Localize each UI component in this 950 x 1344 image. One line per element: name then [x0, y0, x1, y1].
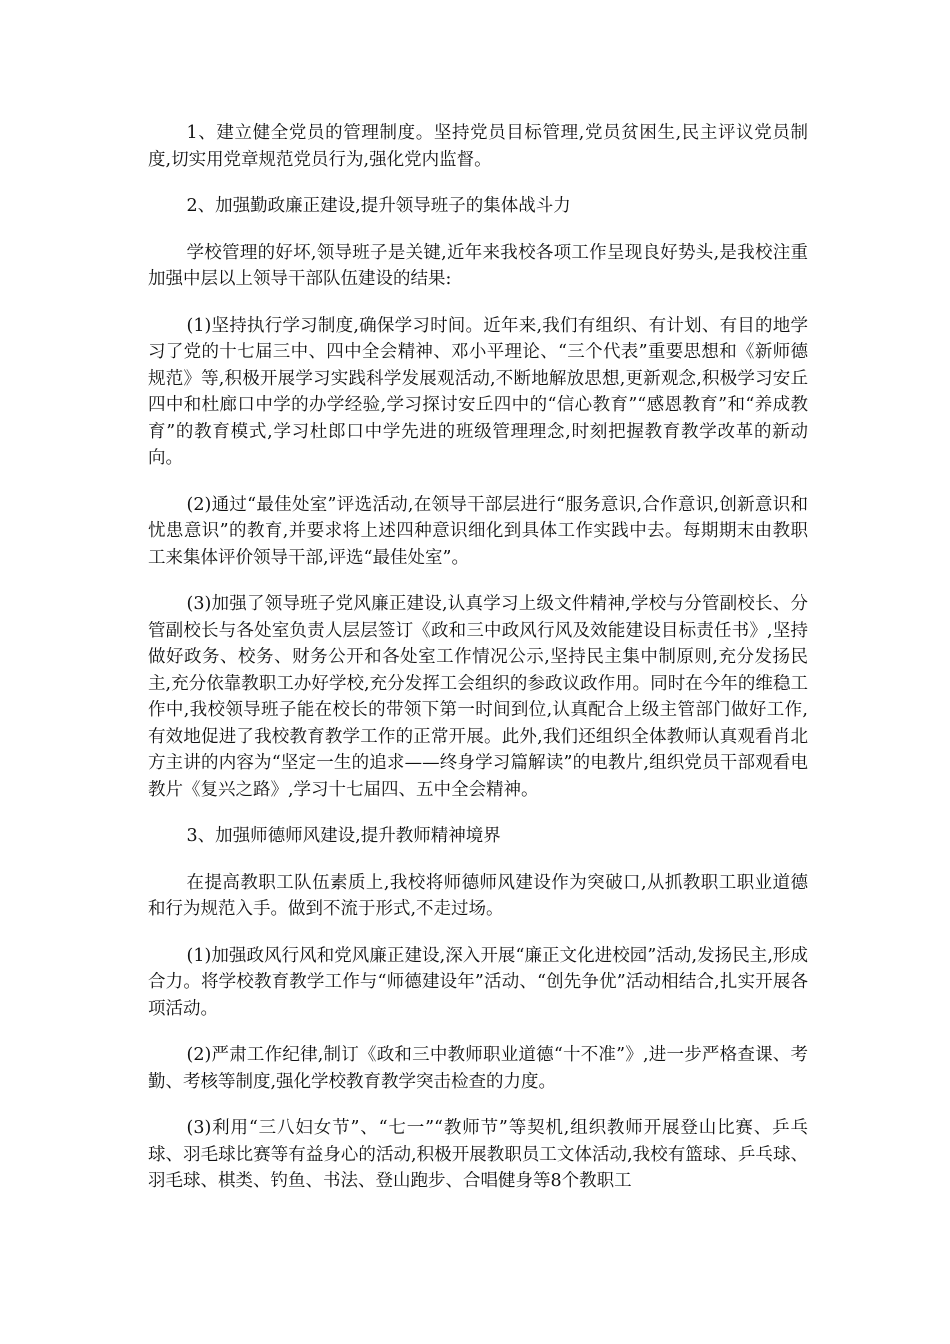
paragraph-study-system: (1)坚持执行学习制度,确保学习时间。近年来,我们有组织、有计划、有目的地学习了党的十七届三中、四中全会精神、邓小平理论、“三个代表”重要思想和《新师德规范》等,积极开展学习实践科学发展观活动,不断地解放思想,更新观念,积极学习安丘四中和杜廊口中学的办学经验,学习探讨安丘四中的“信心教育”“感恩教育”和“养成教育”的教育模式,学习杜郎口中学先进的班级管理理念,时刻把握教育教学改革的新动向。	[148, 315, 808, 468]
paragraph-integrity-building: (3)加强了领导班子党风廉正建设,认真学习上级文件精神,学校与分管副校长、分管副校长与各处室负责人层层签订《政和三中政风行风及效能建设目标责任书》,坚持做好政务、校务、财务公开和各处室工作情况公示,坚持民主集中制原则,充分发扬民主,充分依靠教职工办好学校,充分发挥工会组织的参政议政作用。同时在今年的维稳工作中,我校领导班子能在校长的带领下第一时间到位,认真配合上级主管部门做好工作,有效地促进了我校教育教学工作的正常开展。此外,我们还组织全体教师认真观看肖北方主讲的内容为“坚定一生的追求——终身学习篇解读”的电教片,组织党员干部观看电教片《复兴之路》,学习十七届四、五中全会精神。	[148, 594, 808, 800]
paragraph-ethics-intro: 在提高教职工队伍素质上,我校将师德师风建设作为突破口,从抓教职工职业道德和行为规范入手。做到不流于形式,不走过场。	[148, 872, 808, 919]
heading-leadership-building: 2、加强勤政廉正建设,提升领导班子的集体战斗力	[186, 196, 571, 216]
paragraph-best-office: (2)通过“最佳处室”评选活动,在领导干部层进行“服务意识,合作意识,创新意识和忧患意识”的教育,并要求将上述四种意识细化到具体工作实践中去。每期期末由教职工来集体评价领导干部,评选“最佳处室”。	[148, 494, 808, 568]
heading-teacher-ethics: 3、加强师德师风建设,提升教师精神境界	[186, 826, 501, 846]
paragraph-work-discipline: (2)严肃工作纪律,制订《政和三中教师职业道德“十不准”》,进一步严格查课、考勤、考核等制度,强化学校教育教学突击检查的力度。	[148, 1045, 808, 1092]
paragraph-party-management: 1、建立健全党员的管理制度。坚持党员目标管理,党员贫困生,民主评议党员制度,切实用党章规范党员行为,强化党内监督。	[148, 123, 808, 170]
paragraph-clean-campus: (1)加强政风行风和党风廉正建设,深入开展“廉正文化进校园”活动,发扬民主,形成合力。将学校教育教学工作与“师德建设年”活动、“创先争优”活动相结合,扎实开展各项活动。	[148, 945, 808, 1019]
paragraph-leadership-intro: 学校管理的好坏,领导班子是关键,近年来我校各项工作呈现良好势头,是我校注重加强中层以上领导干部队伍建设的结果:	[148, 242, 808, 289]
paragraph-activities: (3)利用“三八妇女节”、“七一”“教师节”等契机,组织教师开展登山比赛、乒乓球、羽毛球比赛等有益身心的活动,积极开展教职员工文体活动,我校有篮球、乒乓球、羽毛球、棋类、钓鱼、书法、登山跑步、合唱健身等8个教职工	[148, 1118, 808, 1191]
document-body	[148, 120, 808, 1215]
